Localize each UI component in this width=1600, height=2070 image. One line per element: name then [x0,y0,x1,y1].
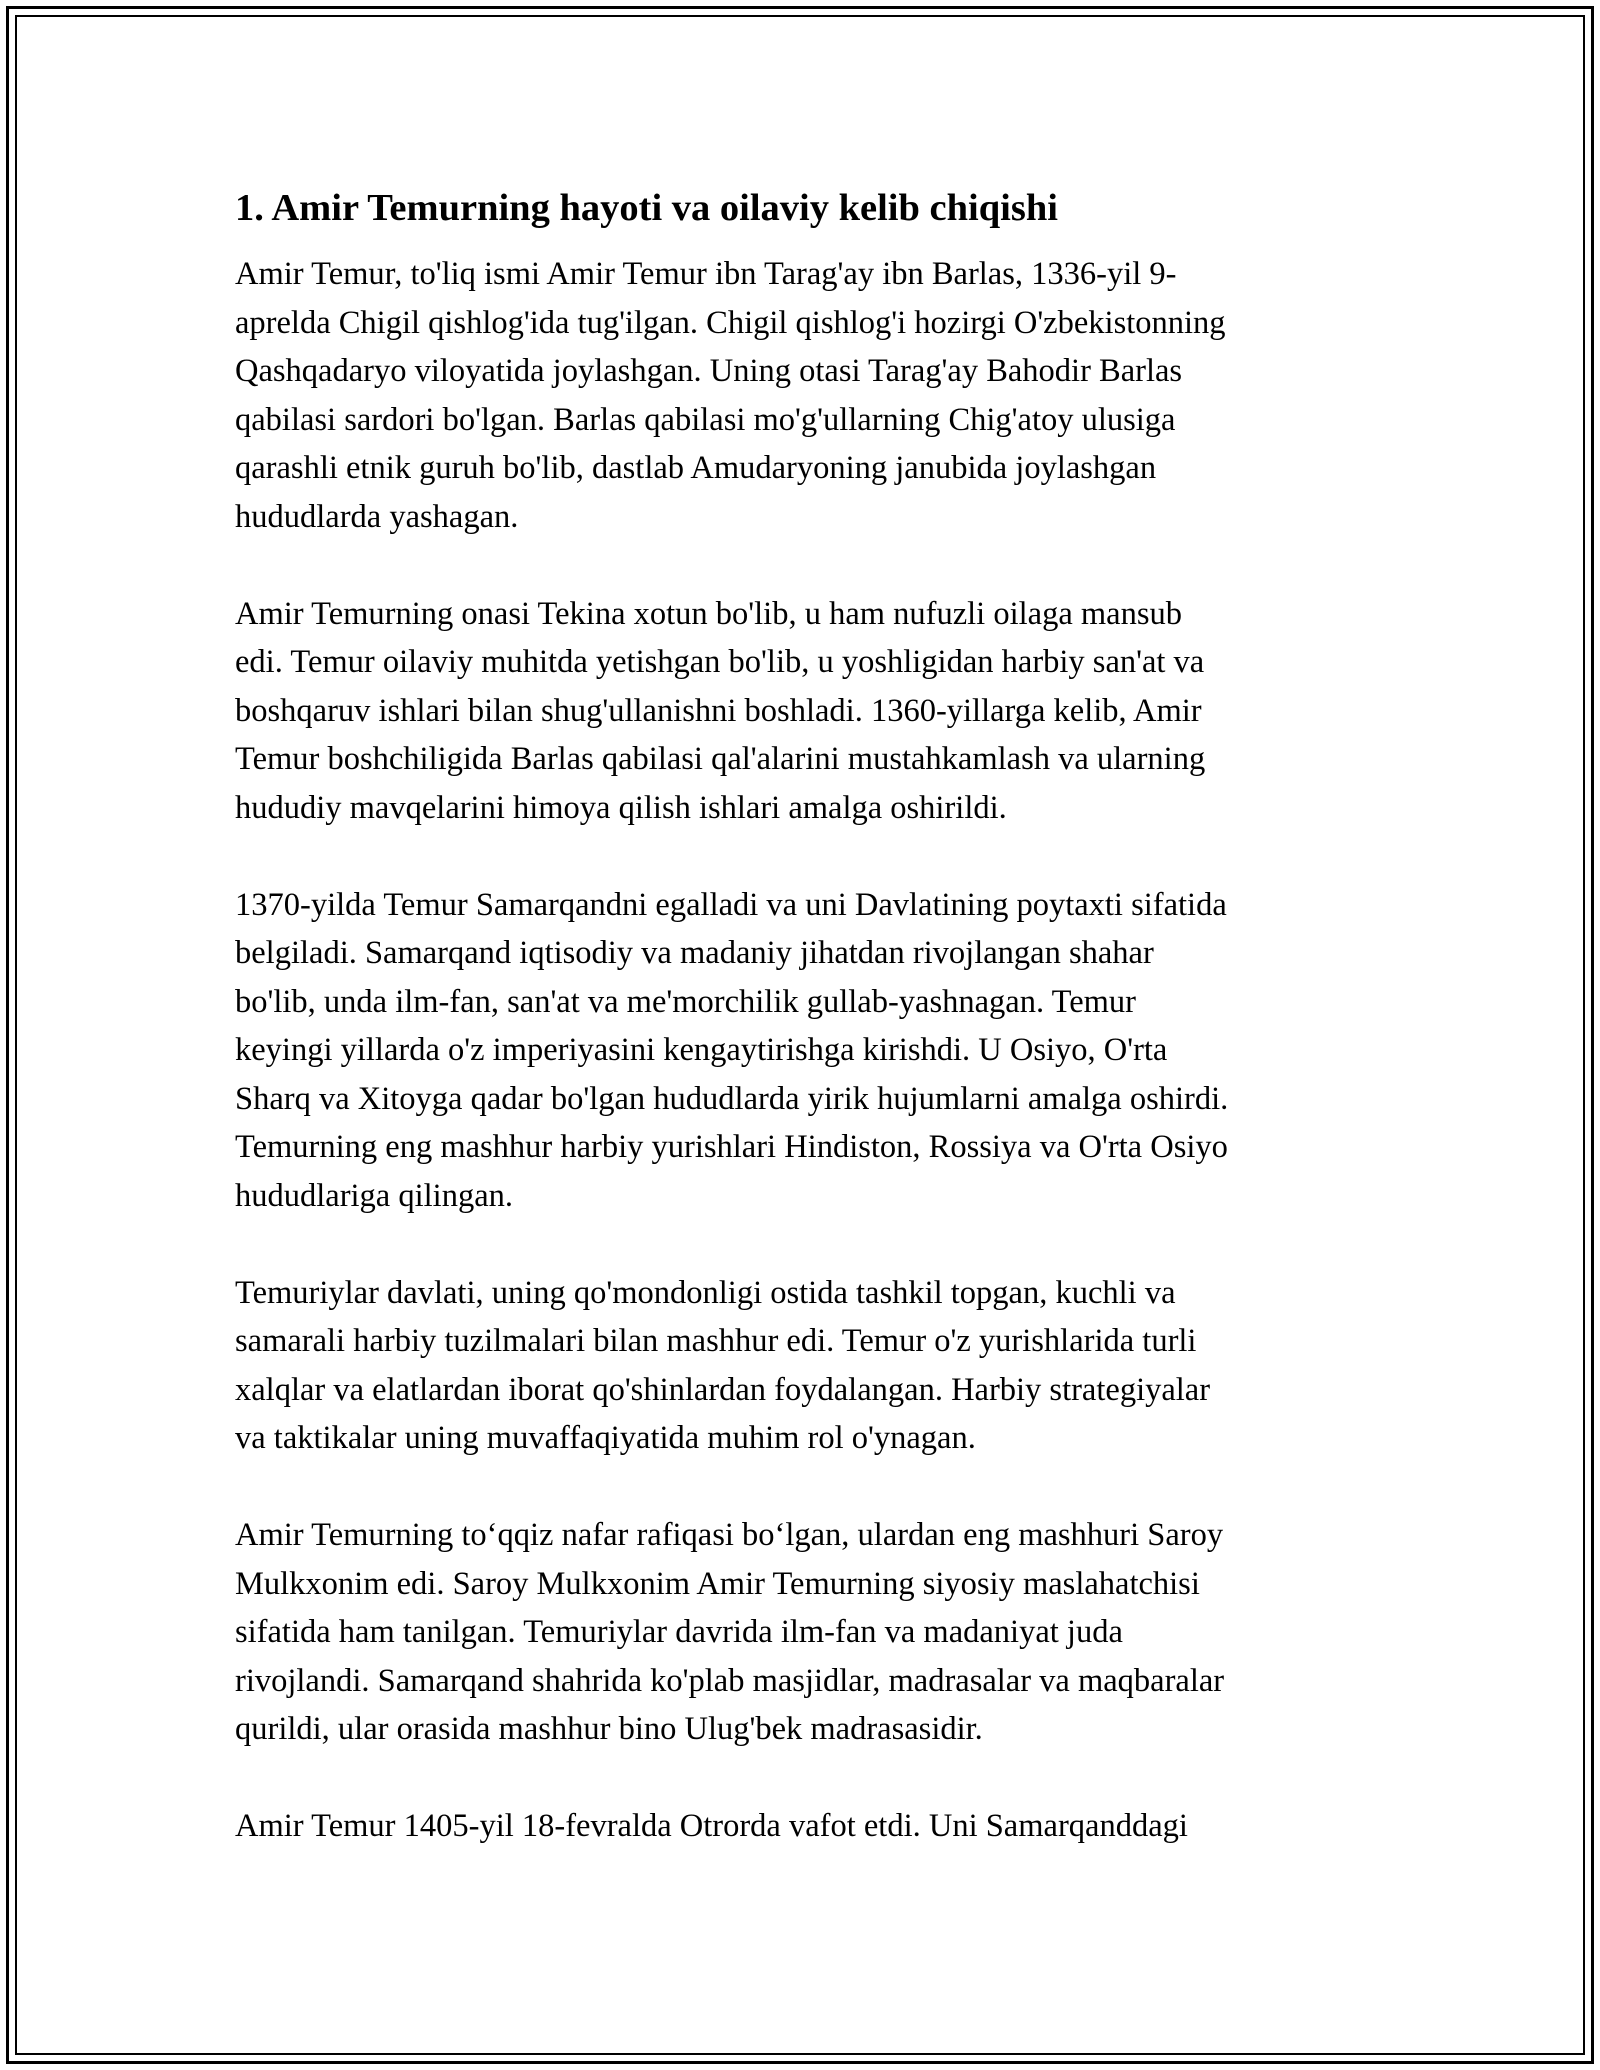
document-body [235,184,1375,1899]
paragraph-5: Amir Temurning to‘qqiz nafar rafiqasi bo‘lgan, ulardan eng mashhuri Saroy Mulkxonim edi. Saroy Mulkxonim Amir Temurning siyosiy maslahatchisi sifatida ham tanilgan. Temuriylar davrida ilm-fan va madaniyat juda rivojlandi. Samarqand shahrida ko'plab masjidlar, madrasalar va maqbaralar qurildi, ular orasida mashhur bino Ulug'bek madrasasidir. [235,1517,1225,1747]
paragraph-2: Amir Temurning onasi Tekina xotun bo'lib, u ham nufuzli oilaga mansub edi. Temur oilaviy muhitda yetishgan bo'lib, u yoshligidan harbiy san'at va boshqaruv ishlari bilan shug'ullanishni boshladi. 1360-yillarga kelib, Amir Temur boshchiligida Barlas qabilasi qal'alarini mustahkamlash va ularning hududiy mavqelarini himoya qilish ishlari amalga oshirildi. [235,595,1206,826]
section-heading: 1. Amir Temurning hayoti va oilaviy kelib chiqishi [235,187,1058,229]
paragraph-3: 1370-yilda Temur Samarqandni egalladi va uni Davlatining poytaxti sifatida belgiladi. Samarqand iqtisodiy va madaniy jihatdan rivojlangan shahar bo'lib, unda ilm-fan, san'at va me'morchilik gullab-yashnagan. Temur keyingi yillarda o'z imperiyasini kengaytirishga kirishdi. U Osiyo, O'rta Sharq va Xitoyga qadar bo'lgan hududlarda yirik hujumlarni amalga oshirdi. Temurning eng mashhur harbiy yurishlari Hindiston, Rossiya va O'rta Osiyo hududlariga qilingan. [235,886,1229,1214]
paragraph-6: Amir Temur 1405-yil 18-fevralda Otrorda vafot etdi. Uni Samarqanddagi [235,1808,1188,1844]
paragraph-1: Amir Temur, to'liq ismi Amir Temur ibn Tarag'ay ibn Barlas, 1336-yil 9- aprelda Chigil qishlog'ida tug'ilgan. Chigil qishlog'i hozirgi O'zbekistonning Qashqadaryo viloyatida joylashgan. Uning otasi Tarag'ay Bahodir Barlas qabilasi sardori bo'lgan. Barlas qabilasi mo'g'ullarning Chig'atoy ulusiga qarashli etnik guruh bo'lib, dastlab Amudaryoning janubida joylashgan hududlarda yashagan. [235,256,1226,535]
paragraph-4: Temuriylar davlati, uning qo'mondonligi ostida tashkil topgan, kuchli va samarali harbiy tuzilmalari bilan mashhur edi. Temur o'z yurishlarida turli xalqlar va elatlardan iborat qo'shinlardan foydalangan. Harbiy strategiyalar va taktikalar uning muvaffaqiyatida muhim rol o'ynagan. [235,1274,1211,1456]
